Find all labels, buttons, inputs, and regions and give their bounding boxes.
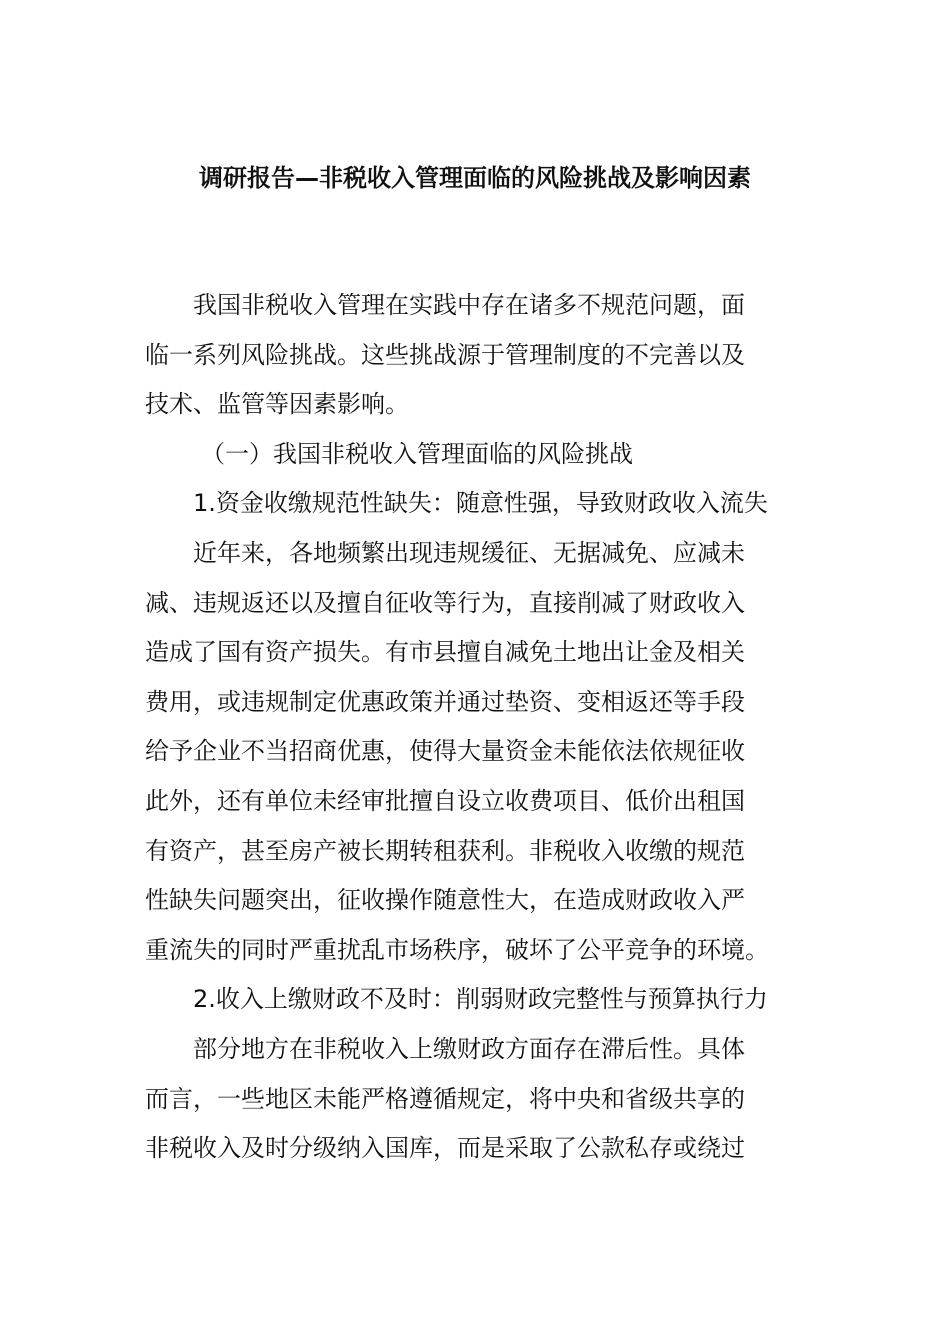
paragraph-line: 减、违规返还以及擅自征收等行为，直接削减了财政收入 bbox=[145, 588, 745, 617]
paragraph-line: 部分地方在非税收入上缴财政方面存在滞后性。具体 bbox=[193, 1034, 745, 1063]
paragraph-line: 非税收入及时分级纳入国库，而是采取了公款私存或绕过 bbox=[145, 1134, 745, 1163]
paragraph-line: 我国非税收入管理在实践中存在诸多不规范问题，面 bbox=[193, 291, 745, 319]
document-title: 调研报告—非税收入管理面临的风险挑战及影响因素 bbox=[199, 164, 751, 192]
paragraph-line: 性缺失问题突出，征收操作随意性大，在造成财政收入严 bbox=[145, 886, 745, 915]
subsection-heading: 2.收入上缴财政不及时：削弱财政完整性与预算执行力 bbox=[193, 985, 768, 1014]
paragraph-line: 而言，一些地区未能严格遵循规定，将中央和省级共享的 bbox=[145, 1084, 745, 1113]
paragraph-line: 费用，或违规制定优惠政策并通过垫资、变相返还等手段 bbox=[145, 687, 745, 716]
paragraph-line: 造成了国有资产损失。有市县擅自减免土地出让金及相关 bbox=[145, 638, 745, 667]
subsection-heading: 1.资金收缴规范性缺失：随意性强，导致财政收入流失 bbox=[193, 489, 768, 518]
paragraph-line: 给予企业不当招商优惠，使得大量资金未能依法依规征收 bbox=[145, 737, 745, 766]
document-body bbox=[145, 281, 807, 1174]
paragraph-line: 近年来，各地频繁出现违规缓征、无据减免、应减未 bbox=[193, 538, 745, 567]
section-heading: （一）我国非税收入管理面临的风险挑战 bbox=[201, 439, 633, 468]
paragraph-line: 此外，还有单位未经审批擅自设立收费项目、低价出租国 bbox=[145, 786, 745, 815]
paragraph-line: 临一系列风险挑战。这些挑战源于管理制度的不完善以及 bbox=[145, 340, 745, 369]
paragraph-line: 重流失的同时严重扰乱市场秩序，破坏了公平竞争的环境。 bbox=[145, 935, 769, 964]
paragraph-line: 有资产，甚至房产被长期转租获利。非税收入收缴的规范 bbox=[145, 836, 745, 865]
paragraph-line: 技术、监管等因素影响。 bbox=[145, 390, 409, 419]
